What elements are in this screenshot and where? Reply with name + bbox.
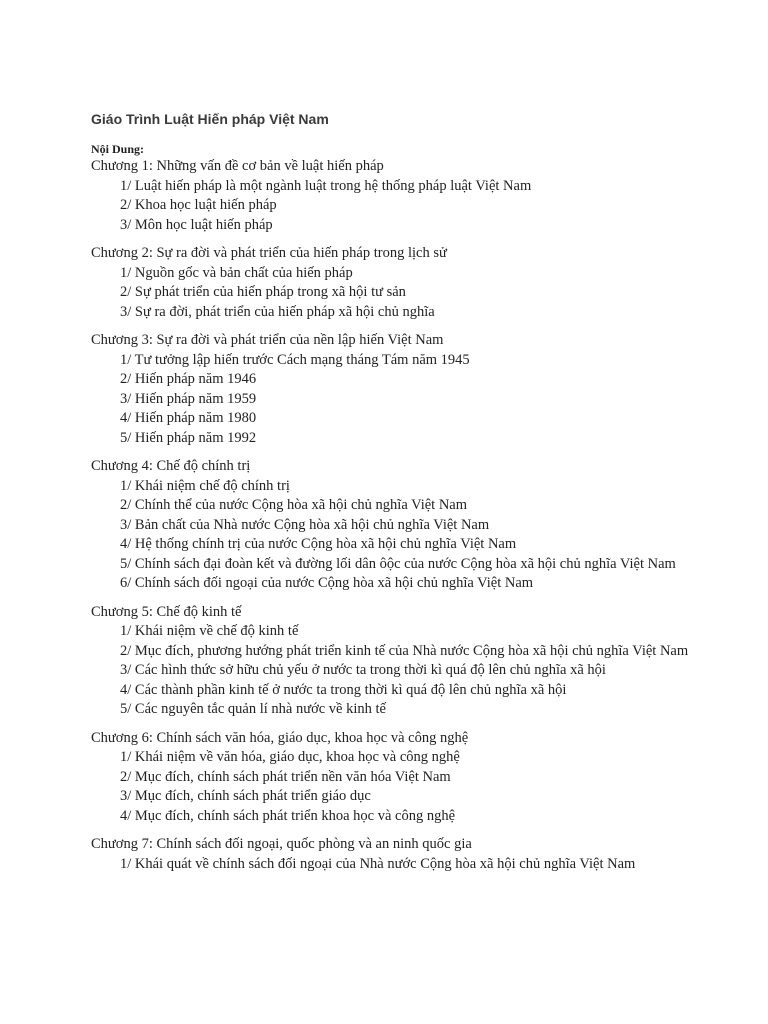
chapter-item <box>91 370 691 390</box>
chapter-item-text: 3/ Mục đích, chính sách phát triển giáo dục <box>120 788 371 804</box>
chapter-item <box>91 661 691 681</box>
chapter-item <box>91 477 691 497</box>
chapter-item <box>91 283 691 303</box>
chapter-item <box>91 768 691 788</box>
chapter-7 <box>91 835 691 874</box>
chapter-item-text: 2/ Chính thể của nước Cộng hòa xã hội chủ nghĩa Việt Nam <box>120 497 468 513</box>
chapter-5 <box>91 603 691 720</box>
chapter-item-text: 5/ Các nguyên tắc quản lí nhà nước về kinh tế <box>120 701 386 717</box>
chapter-item-text: 2/ Mục đích, phương hướng phát triển kinh tế của Nhà nước Cộng hòa xã hội chủ nghĩa Việt Nam <box>120 642 689 659</box>
chapter-item <box>91 177 691 197</box>
chapter-item-text: 3/ Bản chất của Nhà nước Cộng hòa xã hội chủ nghĩa Việt Nam <box>120 516 490 533</box>
chapter-item <box>91 496 691 516</box>
contents-label: Nội Dung: <box>91 142 145 156</box>
chapter-item <box>91 555 691 575</box>
chapter-item-text: 4/ Hệ thống chính trị của nước Cộng hòa xã hội chủ nghĩa Việt Nam <box>120 536 517 552</box>
chapter-item-text: 1/ Khái niệm chế độ chính trị <box>120 477 290 494</box>
chapter-item <box>91 787 691 807</box>
chapter-item-text: 5/ Hiến pháp năm 1992 <box>120 429 257 446</box>
chapter-item <box>91 535 691 555</box>
chapter-item <box>91 303 691 323</box>
chapter-item-text: 3/ Các hình thức sở hữu chủ yếu ở nước ta trong thời kì quá độ lên chủ nghĩa xã hội <box>120 662 606 678</box>
chapter-item-text: 5/ Chính sách đại đoàn kết và đường lối dân ôộc của nước Cộng hòa xã hội chủ nghĩa Việt Nam <box>120 555 676 572</box>
chapter-item <box>91 264 691 284</box>
chapter-heading: Chương 2: Sự ra đời và phát triển của hiến pháp trong lịch sử <box>91 245 447 261</box>
chapter-item-text: 6/ Chính sách đối ngoại của nước Cộng hòa xã hội chủ nghĩa Việt Nam <box>120 575 534 591</box>
chapter-heading: Chương 6: Chính sách văn hóa, giáo dục, khoa học và công nghệ <box>91 729 469 746</box>
chapter-item <box>91 681 691 701</box>
chapter-item <box>91 390 691 410</box>
chapter-item-text: 3/ Hiến pháp năm 1959 <box>120 390 257 407</box>
table-of-contents <box>91 141 691 883</box>
chapter-item <box>91 409 691 429</box>
chapter-item-text: 1/ Khái niệm về văn hóa, giáo dục, khoa học và công nghệ <box>120 749 460 765</box>
chapter-2 <box>91 244 691 322</box>
chapter-item <box>91 622 691 642</box>
chapter-heading: Chương 1: Những vấn đề cơ bản về luật hiến pháp <box>91 158 384 174</box>
chapter-6 <box>91 729 691 827</box>
chapter-item <box>91 855 691 875</box>
chapter-item-text: 2/ Hiến pháp năm 1946 <box>120 371 257 387</box>
chapter-item-text: 2/ Sự phát triển của hiến pháp trong xã hội tư sản <box>120 284 406 300</box>
chapter-item <box>91 516 691 536</box>
chapter-item-text: 4/ Mục đích, chính sách phát triển khoa học và công nghệ <box>120 807 456 824</box>
chapter-item-text: 1/ Nguồn gốc và bản chất của hiến pháp <box>120 264 353 281</box>
chapter-item-text: 3/ Sự ra đời, phát triển của hiến pháp xã hội chủ nghĩa <box>120 303 435 320</box>
chapter-heading: Chương 5: Chế độ kinh tế <box>91 603 242 620</box>
chapter-item-text: 2/ Mục đích, chính sách phát triển nền văn hóa Việt Nam <box>120 768 451 785</box>
chapter-item-text: 1/ Luật hiến pháp là một ngành luật trong hệ thống pháp luật Việt Nam <box>120 177 532 194</box>
chapter-item-text: 3/ Môn học luật hiến pháp <box>120 216 273 233</box>
chapter-item <box>91 807 691 827</box>
chapter-heading: Chương 7: Chính sách đối ngoại, quốc phòng và an ninh quốc gia <box>91 836 472 852</box>
chapter-item-text: 1/ Tư tưởng lập hiến trước Cách mạng tháng Tám năm 1945 <box>120 351 470 368</box>
chapter-item <box>91 700 691 720</box>
chapter-heading: Chương 4: Chế độ chính trị <box>91 458 251 474</box>
chapter-item <box>91 574 691 594</box>
chapter-item <box>91 748 691 768</box>
chapter-item-text: 2/ Khoa học luật hiến pháp <box>120 197 277 213</box>
chapter-item <box>91 196 691 216</box>
chapter-3 <box>91 331 691 448</box>
chapter-4 <box>91 457 691 594</box>
chapter-item <box>91 351 691 371</box>
chapter-item-text: 4/ Hiến pháp năm 1980 <box>120 410 257 426</box>
chapter-item <box>91 642 691 662</box>
chapter-item-text: 1/ Khái niệm về chế độ kinh tế <box>120 623 299 639</box>
chapter-1 <box>91 157 691 235</box>
chapter-item-text: 1/ Khái quát về chính sách đối ngoại của Nhà nước Cộng hòa xã hội chủ nghĩa Việt Nam <box>120 855 636 872</box>
chapter-item <box>91 429 691 449</box>
chapter-item-text: 4/ Các thành phần kinh tế ở nước ta trong thời kì quá độ lên chủ nghĩa xã hội <box>120 681 567 698</box>
document-title: Giáo Trình Luật Hiến pháp Việt Nam <box>91 111 329 127</box>
chapter-heading: Chương 3: Sự ra đời và phát triển của nền lập hiến Việt Nam <box>91 332 444 348</box>
chapter-item <box>91 216 691 236</box>
